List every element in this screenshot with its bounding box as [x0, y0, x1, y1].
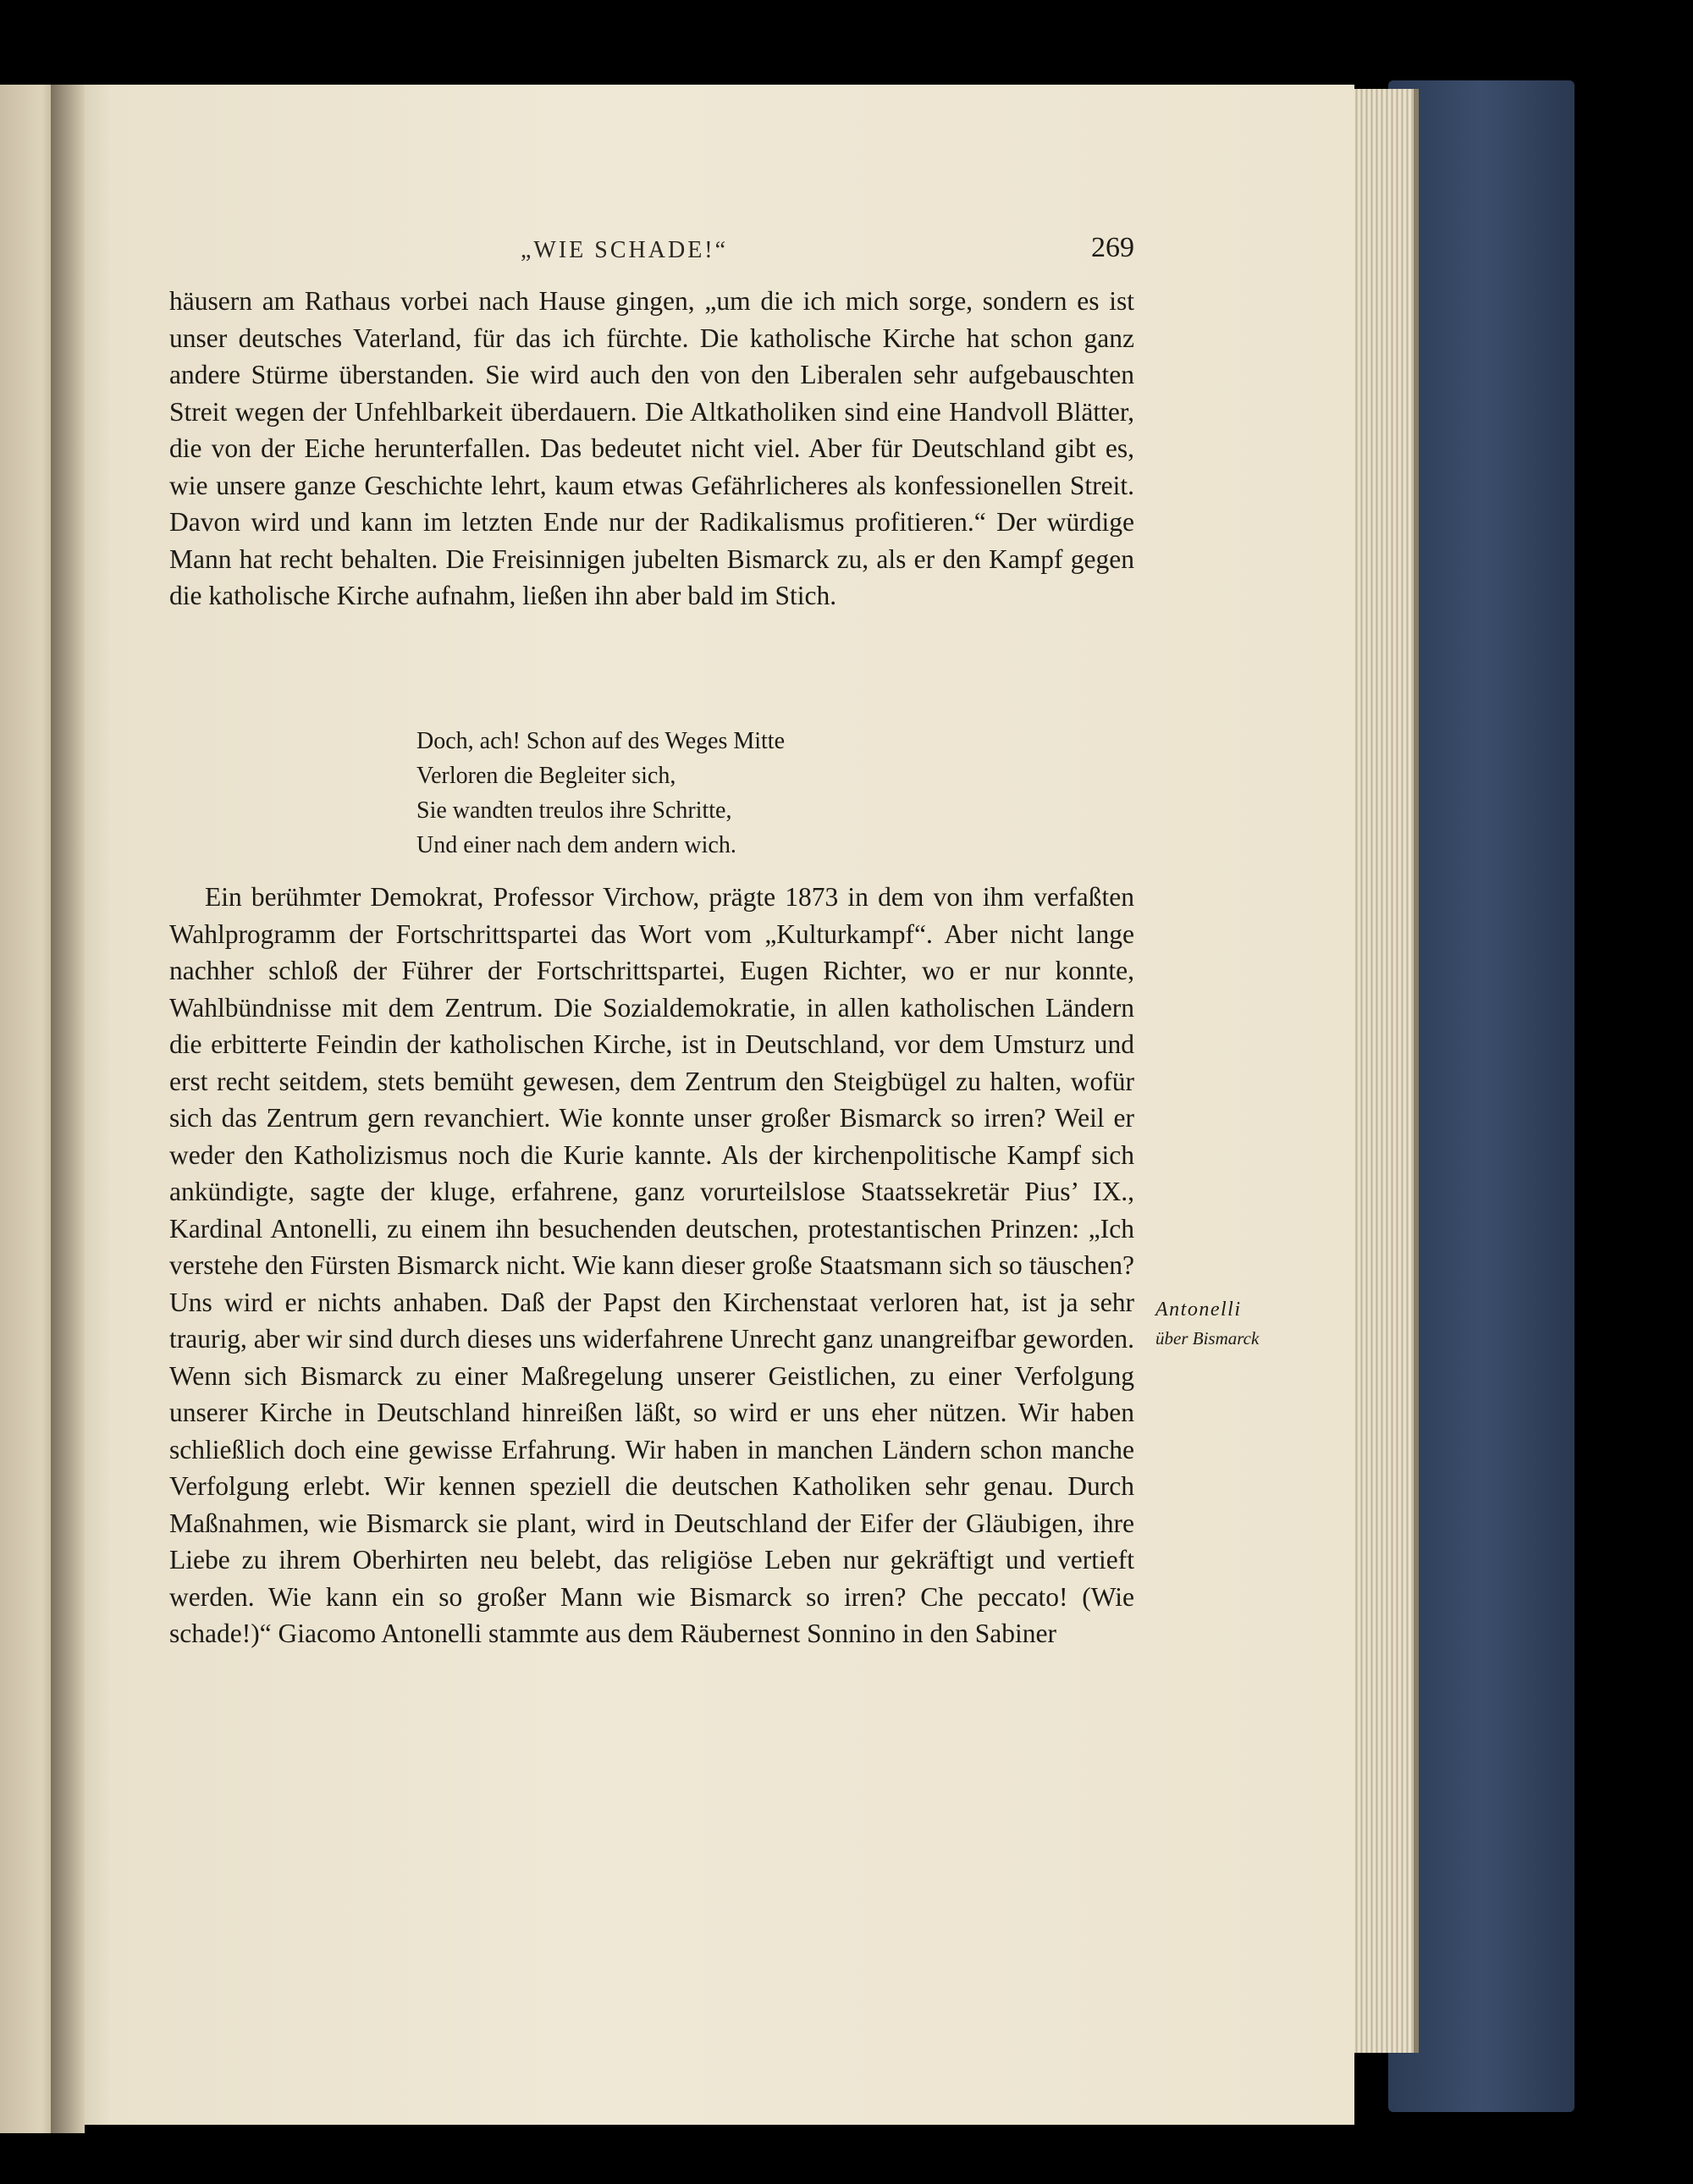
- verse-line: Doch, ach! Schon auf des Weges Mitte: [416, 728, 785, 754]
- page-number: 269: [1091, 232, 1134, 263]
- body-paragraph: Ein berühmter Demokrat, Professor Virchow, prägte 1873 in dem von ihm verfaßten Wahlprogramm der Fortschrittspartei das Wort vom „Kulturkampf“. Aber nicht lange nachher schloß der Führer der Fortschrittspartei, Eugen Richter, wo er nur konnte, Wahlbündnisse mit dem Zentrum. Die Sozialdemokratie, in allen katholischen Ländern die erbitterte Feindin der katholischen Kirche, ist in Deutschland, vor dem Umsturz und erst recht seitdem, stets bemüht gewesen, dem Zentrum den Steigbügel zu halten, wofür sich das Zentrum gern revanchiert. Wie konnte unser großer Bismarck so irren? Weil er weder den Katholizismus noch die Kurie kannte. Als der kirchenpolitische Kampf sich ankündigte, sagte der kluge, erfahrene, ganz vorurteilslose Staatssekretär Pius’ IX., Kardinal Antonelli, zu einem ihn besuchenden deutschen, protestantischen Prinzen: „Ich verstehe den Fürsten Bismarck nicht. Wie kann dieser große Staatsmann sich so täuschen? Uns wird er nichts anhaben. Daß der Papst den Kirchenstaat verloren hat, ist ja sehr traurig, aber wir sind durch dieses uns widerfahrene Unrecht ganz unangreifbar geworden. Wenn sich Bismarck zu einer Maßregelung unserer Geistlichen, zu einer Verfolgung unserer Kirche in Deutschland hinreißen läßt, so wird er uns eher nützen. Wir haben schließlich doch eine gewisse Erfahrung. Wir haben in manchen Ländern schon manche Verfolgung erlebt. Wir kennen speziell die deutschen Katholiken sehr genau. Durch Maßnahmen, wie Bismarck sie plant, wird in Deutschland der Eifer der Gläubigen, ihre Liebe zu ihrem Oberhirten neu belebt, das religiöse Leben nur gekräftigt und vertieft werden. Wie kann ein so großer Mann wie Bismarck so irren? Che peccato! (Wie schade!)“ Giacomo Antonelli stammte aus dem Räubernest Sonnino in den Sabiner: [169, 882, 1134, 1648]
- verse-line: Verloren die Begleiter sich,: [416, 763, 676, 789]
- marginal-note: [1155, 1295, 1350, 1353]
- running-head-title: „WIE SCHADE!“: [521, 237, 729, 263]
- verse-line: Sie wandten treulos ihre Schritte,: [416, 797, 732, 824]
- body-paragraph: häusern am Rathaus vorbei nach Hause gingen, „um die ich mich sorge, sondern es ist unser deutsches Vaterland, für das ich fürchte. Die katholische Kirche hat schon ganz andere Stürme überstanden. Sie wird auch den von den Liberalen sehr aufgebauschten Streit wegen der Unfehlbarkeit überdauern. Die Altkatholiken sind eine Handvoll Blätter, die von der Eiche herunterfallen. Das bedeutet nicht viel. Aber für Deutschland gibt es, wie unsere ganze Geschichte lehrt, kaum etwas Gefährlicheres als konfessionellen Streit. Davon wird und kann im letzten Ende nur der Radikalismus profitieren.“ Der würdige Mann hat recht behalten. Die Freisinnigen jubelten Bismarck zu, als er den Kampf gegen die katholische Kirche aufnahm, ließen ihn aber bald im Stich.: [169, 286, 1134, 610]
- page-gutter: [51, 85, 85, 2133]
- marginal-note-line: über Bismarck: [1155, 1328, 1260, 1348]
- verse-line: Und einer nach dem andern wich.: [416, 832, 736, 858]
- verse-quote: [416, 724, 1009, 863]
- running-head: [169, 232, 1134, 271]
- marginal-note-line: Antonelli: [1155, 1299, 1242, 1321]
